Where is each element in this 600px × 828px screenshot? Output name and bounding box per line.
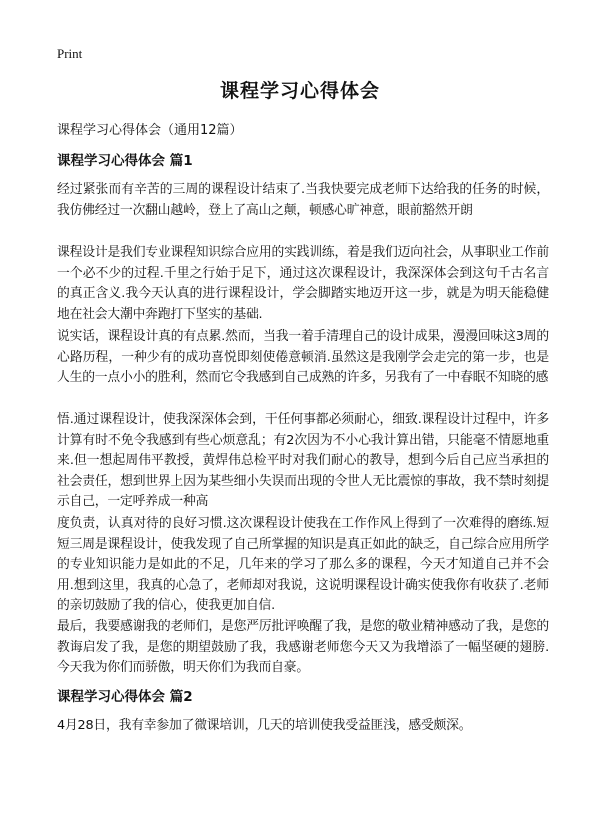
paragraph: 说实话，课程设计真的有点累.然而，当我一着手清理自己的设计成果，漫漫回味这3周的心路历程，一种少有的成功喜悦即刻使倦意顿消.虽然这是我刚学会走完的第一步，也是人生的一点小小的胜利，然而它令我感到自己成熟的许多，另我有了一中春眠不知晓的感 <box>57 329 549 385</box>
paragraph: 课程设计是我们专业课程知识综合应用的实践训练，着是我们迈向社会，从事职业工作前一个必不少的过程.千里之行始于足下，通过这次课程设计，我深深体会到这句千古名言的真正含义.我今天认真的进行课程设计，学会脚踏实地迈开这一步，就是为明天能稳健地在社会大潮中奔跑打下坚实的基础. <box>57 245 549 322</box>
print-link[interactable]: Print <box>57 46 83 61</box>
document-title: 课程学习心得体会 <box>219 80 380 102</box>
section-heading-2: 课程学习心得体会 篇2 <box>57 689 193 705</box>
section-heading-1: 课程学习心得体会 篇1 <box>57 153 193 169</box>
paragraph: 最后，我要感谢我的老师们，是您严厉批评唤醒了我，是您的敬业精神感动了我，是您的教诲启发了我，是您的期望鼓励了我，我感谢老师您今天又为我增添了一幅坚硬的翅膀.今天我为你们而骄傲，明天你们为我而自豪。 <box>57 619 549 675</box>
paragraph: 悟.通过课程设计，使我深深体会到，干任何事都必须耐心，细致.课程设计过程中，许多计算有时不免令我感到有些心烦意乱；有2次因为不小心我计算出错，只能毫不情愿地重来.但一想起周伟平教授，黄焊伟总检平时对我们耐心的教导，想到今后自己应当承担的社会责任，想到世界上因为某些细小失误而出现的令世人无比震惊的事故，我不禁时刻提示自己，一定呼养成一种高 <box>57 412 549 509</box>
paragraph: 度负责，认真对待的良好习惯.这次课程设计使我在工作作风上得到了一次难得的磨练.短短三周是课程设计，使我发现了自己所掌握的知识是真正如此的缺乏，自己综合应用所学的专业知识能力是如此的不足，几年来的学习了那么多的课程，今天才知道自己并不会用.想到这里，我真的心急了，老师却对我说，这说明课程设计确实使我你有收获了.老师的亲切鼓励了我的信心，使我更加自信. <box>57 516 549 613</box>
paragraph: 经过紧张而有辛苦的三周的课程设计结束了.当我快要完成老师下达给我的任务的时候，我仿佛经过一次翻山越岭，登上了高山之颠，顿感心旷神意，眼前豁然开朗 <box>57 182 549 218</box>
document-subtitle: 课程学习心得体会（通用12篇） <box>57 123 243 138</box>
paragraph: 4月28日，我有幸参加了微课培训，几天的培训使我受益匪浅，感受颇深。 <box>57 718 472 733</box>
